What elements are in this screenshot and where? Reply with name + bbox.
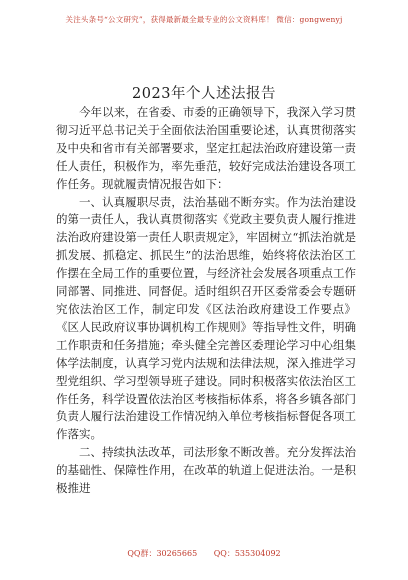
document-body bbox=[56, 104, 356, 498]
paragraph-section-1: 一、认真履职尽责，法治基础不断夯实。作为法治建设的第一责任人，我认真贯彻落实《党政主要负责人履行推进法治政府建设第一责任人职责规定》，牢固树立“抓法治就是抓发展、抓稳定、抓民生”的法治思维，始终将依法治区工作摆在全局工作的重要位置，与经济社会发展各项重点工作同部署、同推进、同督促。适时组织召开区委常委会专题研究依法治区工作，制定印发《区法治政府建设工作要点》《区人民政府议事协调机构工作规则》等指导性文件，明确工作职责和任务措施；牵头健全完善区委理论学习中心组集体学法制度，认真学习党内法规和法律法规，深入推进学习型党组织、学习型领导班子建设。同时积极落实依法治区工作任务，科学设置依法治区考核指标体系，将各乡镇各部门负责人履行法治建设工作情况纳入单位考核指标督促各项工作落实。 bbox=[56, 194, 356, 442]
paragraph-intro: 今年以来，在省委、市委的正确领导下，我深入学习贯彻习近平总书记关于全面依法治国重要论述，认真贯彻落实及中央和省市有关部署要求，坚定扛起法治政府建设第一责任人责任，积极作为，率先垂范，较好完成法治建设各项工作任务。现就履责情况报告如下： bbox=[56, 105, 356, 191]
footer-contact bbox=[0, 548, 408, 559]
qq-group-text: QQ群：30265665 bbox=[127, 549, 198, 558]
document-title: 2023年个人述法报告 bbox=[132, 86, 276, 102]
paragraph-section-2: 二、持续执法改革，司法形象不断改善。充分发挥法治的基础性、保障性作用，在改革的轨道上促进法治。一是积极推进 bbox=[56, 445, 356, 496]
qq-text: QQ：535304092 bbox=[213, 549, 281, 558]
header-banner: 关注头条号“公文研究”，获得最新最全最专业的公文资料库！ 微信：gongwenyj bbox=[65, 15, 343, 24]
